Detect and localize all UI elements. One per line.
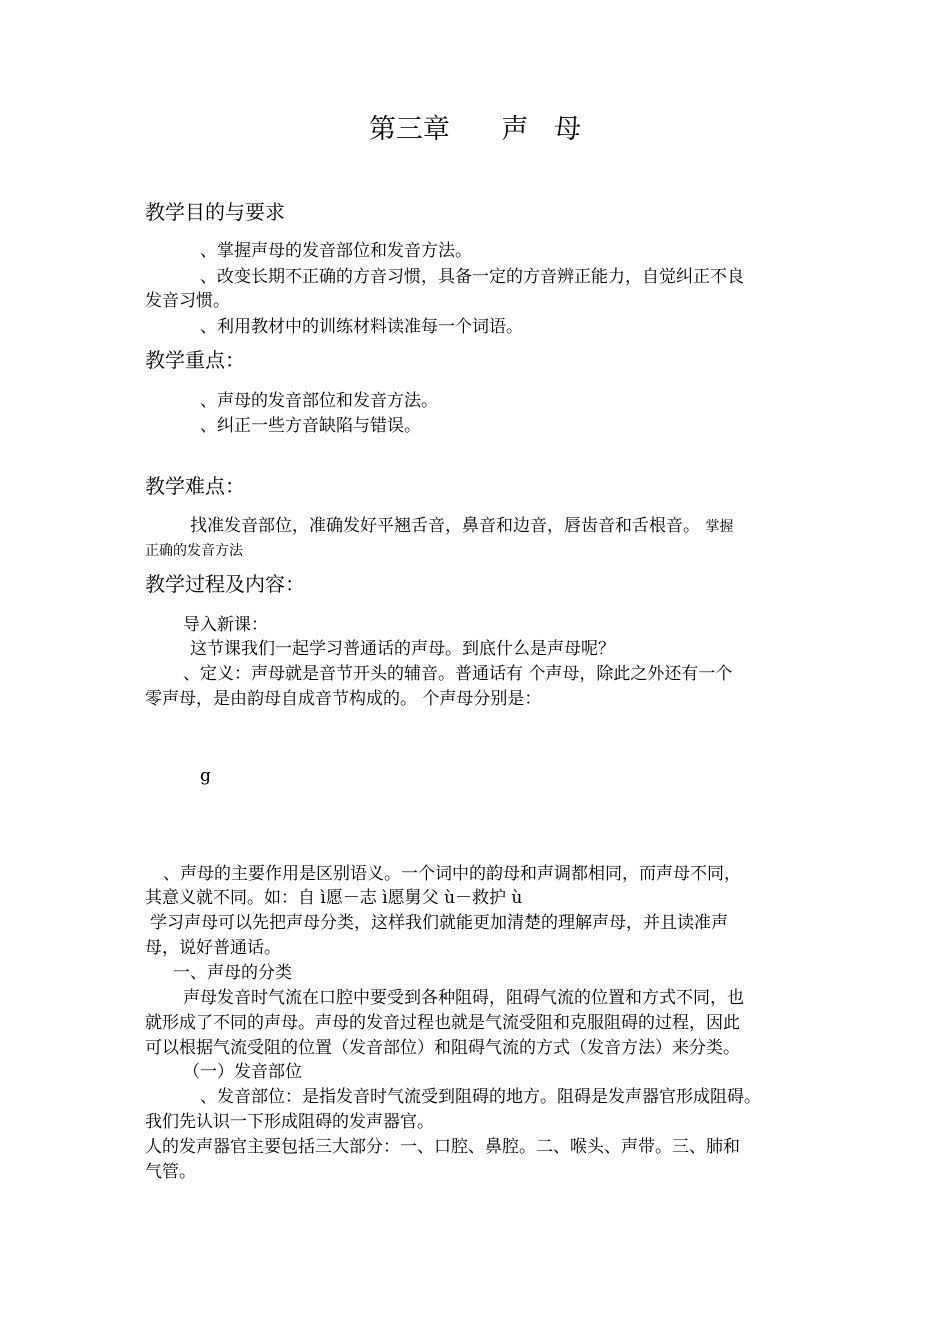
process-line-5: 、声母的主要作用是区别语义。一个词中的韵母和声调都相同，而声母不同， (163, 864, 741, 884)
process-line-16: 人的发声器官主要包括三大部分：一、口腔、鼻腔。二、喉头、声带。三、肺和 (145, 1137, 740, 1157)
difficulty-text-small: 掌握 (705, 519, 734, 535)
section-heading-key-points: 教学重点： (145, 348, 245, 372)
process-line-9: 一、声母的分类 (173, 963, 292, 983)
key-point-item-2: 、纠正一些方音缺陷与错误。 (200, 416, 421, 436)
process-line-10: 声母发音时气流在口腔中要受到各种阻碍，阻碍气流的位置和方式不同，也 (183, 988, 744, 1008)
difficulty-text: 找准发音部位，准确发好平翘舌音，鼻音和边音，唇齿音和舌根音。 (190, 516, 700, 536)
process-line-7: 学习声母可以先把声母分类，这样我们就能更加清楚的理解声母，并且读准声 (150, 913, 728, 933)
goal-item-1: 、掌握声母的发音部位和发音方法。 (200, 241, 472, 261)
goal-item-2-cont: 发音习惯。 (145, 291, 230, 311)
process-line-11: 就形成了不同的声母。声母的发音过程也就是气流受阻和克服阻碍的过程，因此 (145, 1013, 740, 1033)
process-line-1: 导入新课： (183, 615, 268, 635)
consonant-letter-g: g (200, 766, 211, 786)
process-line-8: 母，说好普通话。 (145, 938, 281, 958)
process-line-17: 气管。 (145, 1162, 196, 1182)
process-line-2: 这节课我们一起学习普通话的声母。到底什么是声母呢？ (190, 639, 615, 659)
goal-item-3: 、利用教材中的训练材料读准每一个词语。 (200, 317, 523, 337)
difficulty-line-1 (190, 515, 733, 538)
process-line-14: 、发音部位：是指发音时气流受到阻碍的地方。阻碍是发声器官形成阻碍。 (200, 1087, 761, 1107)
section-heading-process: 教学过程及内容： (145, 572, 305, 596)
process-line-12: 可以根据气流受阻的位置（发音部位）和阻碍气流的方式（发音方法）来分类。 (145, 1038, 740, 1058)
section-heading-difficulties: 教学难点： (145, 474, 245, 498)
goal-item-2: 、改变长期不正确的方音习惯，具备一定的方音辨正能力，自觉纠正不良 (200, 267, 744, 287)
process-line-13: （一）发音部位 (183, 1062, 302, 1082)
key-point-item-1: 、声母的发音部位和发音方法。 (200, 391, 438, 411)
difficulty-line-2: 正确的发音方法 (145, 543, 243, 559)
page-title: 第三章 声 母 (368, 114, 582, 145)
process-line-3: 、定义：声母就是音节开头的辅音。普通话有 个声母，除此之外还有一个 (183, 664, 733, 684)
process-line-15: 我们先认识一下形成阻碍的发声器官。 (145, 1112, 434, 1132)
process-line-6: 其意义就不同。如：自 ì愿－志 ì愿舅父 ù－救护 ù (145, 888, 523, 908)
process-line-4: 零声母，是由韵母自成音节构成的。 个声母分别是： (145, 689, 542, 709)
section-heading-goals: 教学目的与要求 (145, 200, 285, 224)
